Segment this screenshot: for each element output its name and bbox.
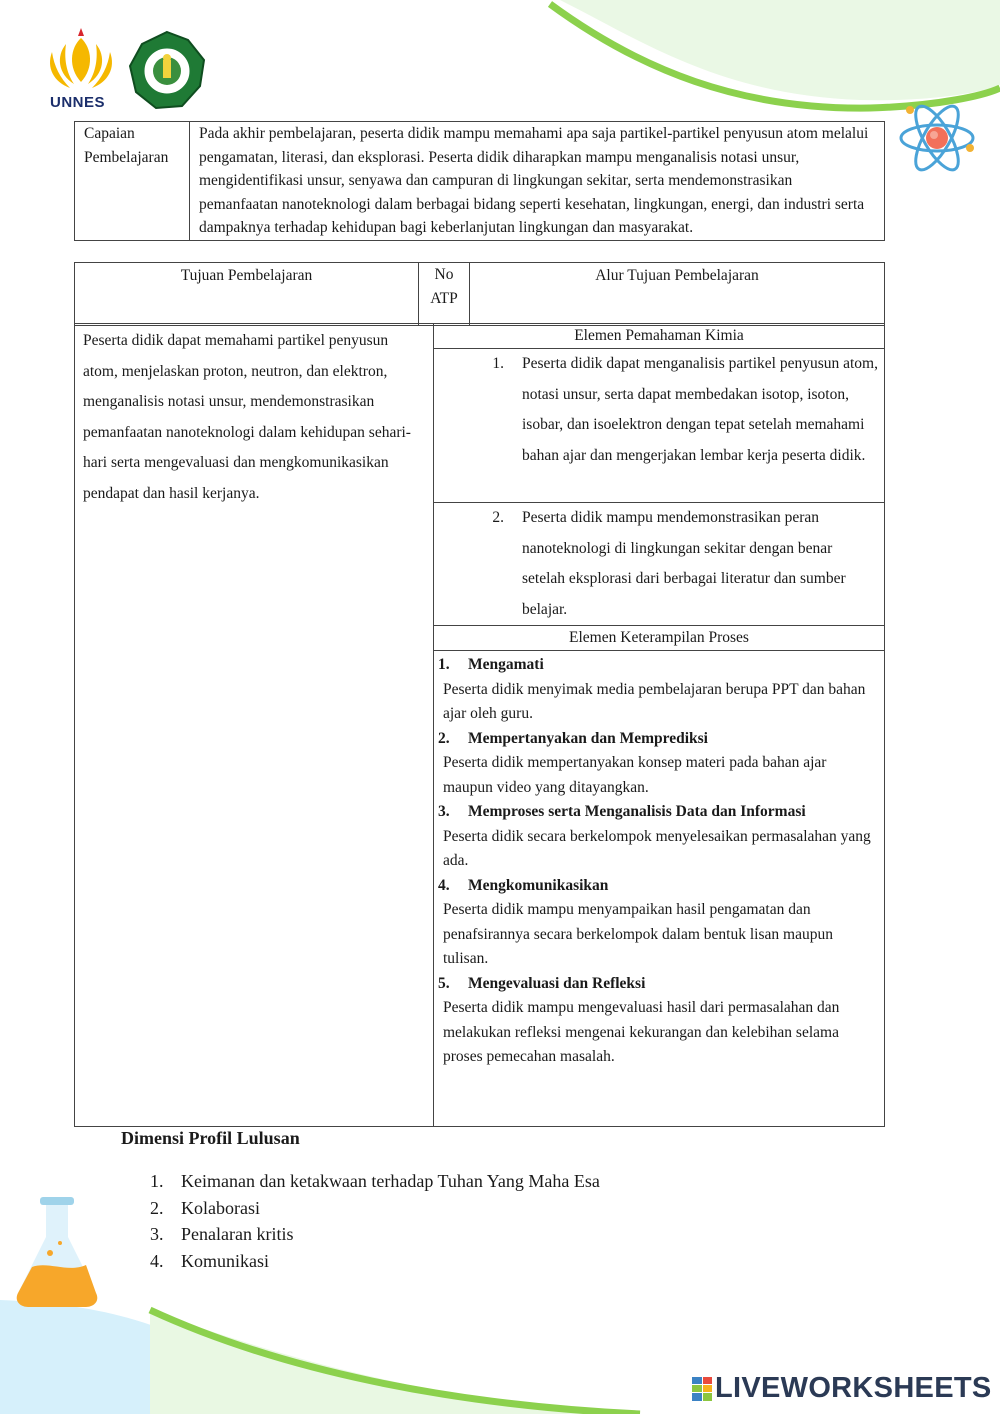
keterampilan-text: Peserta didik mampu menyampaikan hasil pengamatan dan penafsirannya secara berkelompok dalam bentuk lisan maupun tulisan. xyxy=(443,901,833,967)
keterampilan-title-text: Mengamati xyxy=(468,656,544,673)
keterampilan-title-text: Memproses serta Menganalisis Data dan Informasi xyxy=(468,803,806,820)
keterampilan-title xyxy=(438,800,876,825)
alur-header: Alur Tujuan Pembelajaran xyxy=(470,263,885,326)
keterampilan-number: 5. xyxy=(438,974,450,992)
tujuan-header: Tujuan Pembelajaran xyxy=(75,263,419,326)
atp-item xyxy=(434,349,884,503)
liveworksheets-brand: LIVEWORKSHEETS xyxy=(715,1372,992,1404)
alur-cell xyxy=(434,323,885,1127)
bottom-mint-wave xyxy=(150,1310,620,1414)
list-item xyxy=(150,1248,600,1275)
liveworksheets-icon xyxy=(692,1377,712,1401)
keterampilan-title-text: Mempertanyakan dan Memprediksi xyxy=(468,729,708,747)
atp-text: Peserta didik dapat menganalisis partikel penyusun atom, notasi unsur, serta dapat membedakan isotop, isoton, isobar, dan isoelektron dengan tepat setelah memahami bahan ajar dan mengerjakan lembar kerja peserta didik. xyxy=(522,355,878,464)
list-number: 1. xyxy=(150,1171,164,1191)
list-text: Keimanan dan ketakwaan terhadap Tuhan Yang Maha Esa xyxy=(181,1171,600,1191)
unnes-logo-text: UNNES xyxy=(50,94,106,111)
keterampilan-number: 4. xyxy=(438,876,450,894)
keterampilan-title xyxy=(438,874,876,899)
list-number: 3. xyxy=(150,1224,164,1244)
keterampilan-number: 3. xyxy=(438,803,450,820)
list-text: Kolaborasi xyxy=(181,1197,260,1218)
liveworksheets-logo[interactable] xyxy=(692,1372,992,1405)
keterampilan-heading: Elemen Keterampilan Proses xyxy=(434,626,884,651)
keterampilan-title xyxy=(438,653,876,678)
keterampilan-text: Peserta didik mempertanyakan konsep materi pada bahan ajar maupun video yang ditayangkan. xyxy=(443,754,827,796)
capaian-table xyxy=(74,121,885,241)
unnes-emblem-icon xyxy=(44,24,118,94)
keterampilan-number: 1. xyxy=(438,656,450,673)
column-header-table xyxy=(74,262,885,326)
keterampilan-title xyxy=(438,972,876,997)
atp-text: Peserta didik mampu mendemonstrasikan peran nanoteknologi di lingkungan sekitar dengan benar setelah eksplorasi dari berbagai literatur dan sumber belajar. xyxy=(522,509,846,618)
list-item xyxy=(150,1221,600,1248)
dimensi-list xyxy=(150,1168,600,1274)
keterampilan-list xyxy=(434,651,884,1070)
atp-item xyxy=(434,503,884,626)
list-number: 2. xyxy=(150,1197,164,1218)
list-text: Komunikasi xyxy=(181,1250,269,1271)
keterampilan-title-text: Mengevaluasi dan Refleksi xyxy=(468,974,646,992)
main-content-table xyxy=(74,323,885,1127)
school-emblem-icon xyxy=(126,30,208,112)
atp-number: 1. xyxy=(492,355,504,372)
keterampilan-title-text: Mengkomunikasikan xyxy=(468,876,609,894)
school-logo xyxy=(126,30,208,112)
keterampilan-text: Peserta didik secara berkelompok menyelesaikan permasalahan yang ada. xyxy=(443,827,871,869)
list-item xyxy=(150,1168,600,1195)
list-text: Penalaran kritis xyxy=(181,1224,294,1244)
atom-icon xyxy=(898,96,976,178)
capaian-label: Capaian Pembelajaran xyxy=(75,122,190,241)
pemahaman-heading: Elemen Pemahaman Kimia xyxy=(434,324,884,349)
dimensi-title: Dimensi Profil Lulusan xyxy=(121,1128,300,1148)
flask-icon xyxy=(10,1195,104,1309)
list-number: 4. xyxy=(150,1250,164,1271)
unnes-logo xyxy=(44,24,118,114)
tujuan-cell: Peserta didik dapat memahami partikel penyusun atom, menjelaskan proton, neutron, dan elektron, menganalisis notasi unsur, mendemonstrasikan pemanfaatan nanoteknologi dalam kehidupan sehari-hari serta mengevaluasi dan mengkomunikasikan pendapat dan hasil kerjanya. xyxy=(74,323,434,1127)
no-atp-header: No ATP xyxy=(419,263,470,326)
atp-number: 2. xyxy=(492,509,504,526)
keterampilan-text: Peserta didik mampu mengevaluasi hasil dari permasalahan dan melakukan refleksi mengenai kekurangan dan kelebihan selama proses pemecahan masalah. xyxy=(443,999,840,1065)
keterampilan-text: Peserta didik menyimak media pembelajaran berupa PPT dan bahan ajar oleh guru. xyxy=(443,680,866,722)
list-item xyxy=(150,1195,600,1222)
keterampilan-number: 2. xyxy=(438,729,450,747)
capaian-text: Pada akhir pembelajaran, peserta didik mampu memahami apa saja partikel-partikel penyusun atom melalui pengamatan, literasi, dan eksplorasi. Peserta didik diharapkan mampu menganalisis notasi unsur, mengidentifikasi unsur, senyawa dan campuran di lingkungan sekitar, serta mendemonstrasikan pemanfaatan nanoteknologi dalam berbagai bidang seperti kesehatan, lingkungan, energi, dan industri serta dampaknya terhadap kehidupan bagi keberlanjutan lingkungan dan masyarakat. xyxy=(190,122,885,241)
keterampilan-title xyxy=(438,727,876,752)
